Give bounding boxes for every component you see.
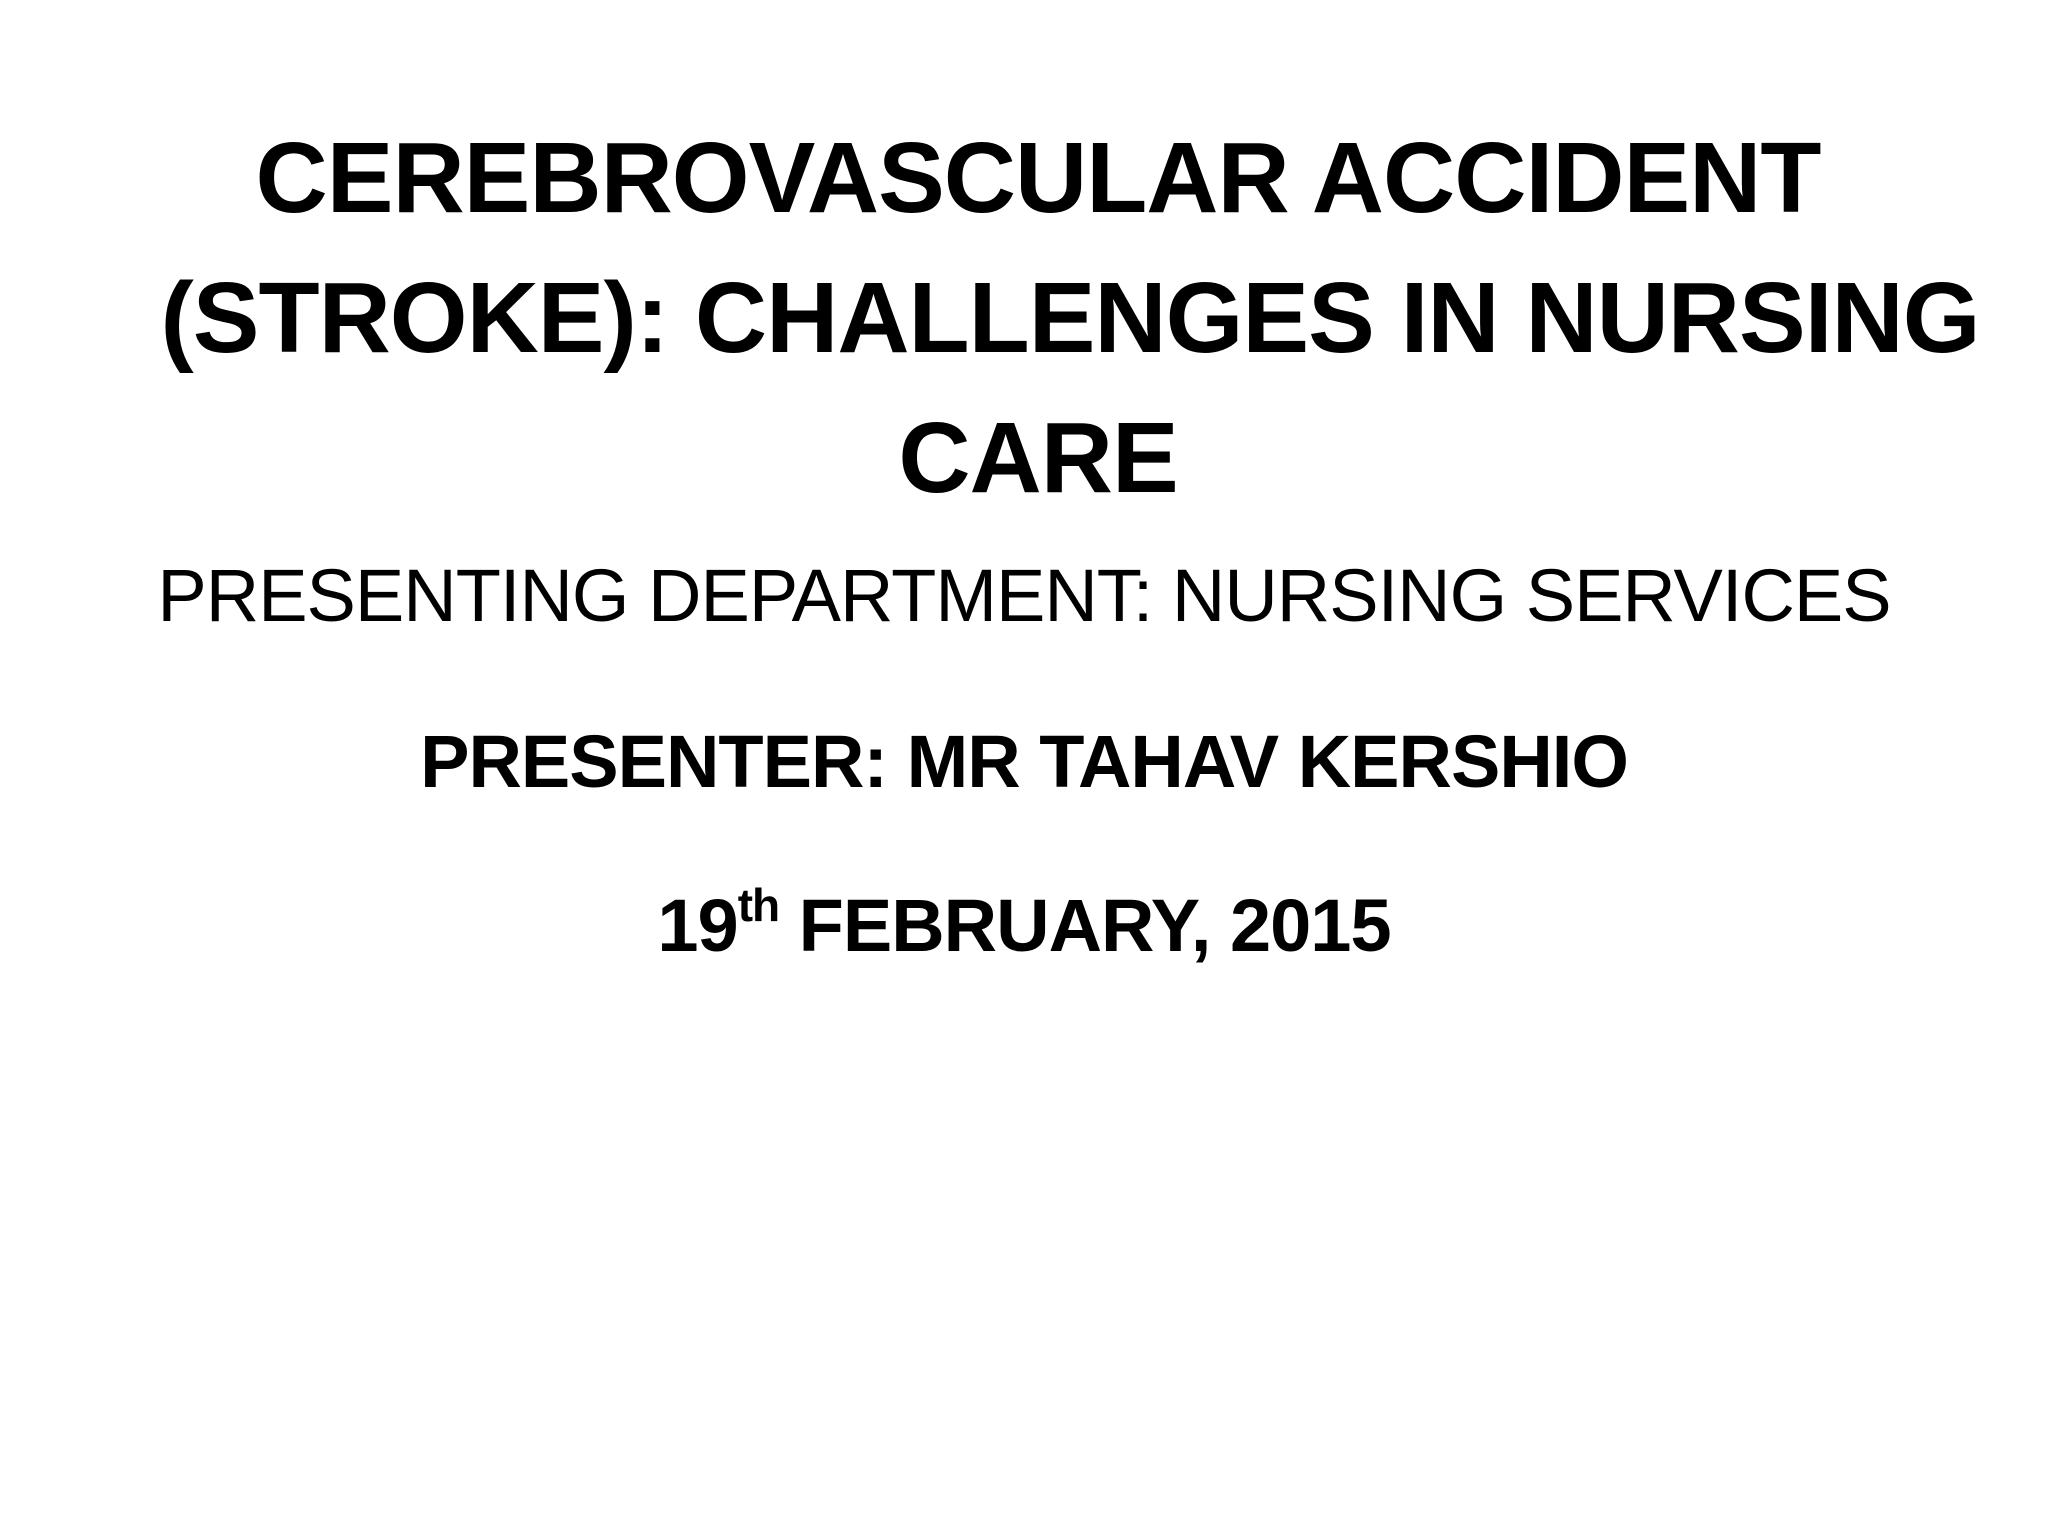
title-line-3: CARE <box>898 402 1178 514</box>
date-day-suffix: th <box>737 879 780 931</box>
date-day: 19 <box>657 884 738 967</box>
presentation-date <box>0 878 2048 974</box>
presenter-text: PRESENTER: MR TAHAV KERSHIO <box>420 720 1628 803</box>
title-line-1: CEREBROVASCULAR ACCIDENT <box>255 122 1821 234</box>
department-text: PRESENTING DEPARTMENT: NURSING SERVICES <box>157 554 1891 637</box>
slide-title <box>150 108 1990 528</box>
title-line-2: (STROKE): CHALLENGES IN NURSING <box>160 262 1980 374</box>
date-month-year: FEBRUARY, 2015 <box>779 884 1391 967</box>
